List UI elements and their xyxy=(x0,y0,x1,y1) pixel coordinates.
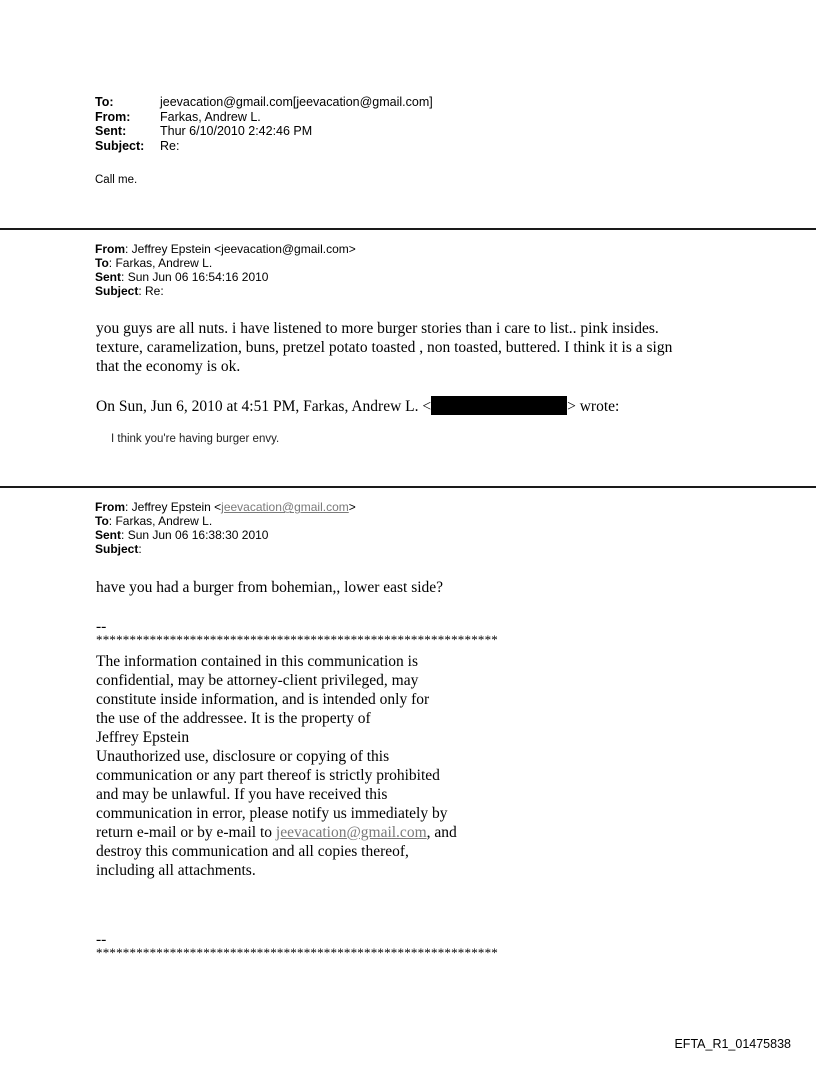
email1-to-row xyxy=(95,95,433,110)
email3-to-row: To: Farkas, Andrew L. xyxy=(95,514,213,528)
email2-quote: I think you're having burger envy. xyxy=(111,433,280,445)
disclaimer-email-suffix: , and xyxy=(426,824,457,841)
email3-from-row: From: Jeffrey Epstein <jeevacation@gmail.com> xyxy=(95,500,356,514)
email1-from: Farkas, Andrew L. xyxy=(160,109,261,124)
signature-dash: -- xyxy=(96,618,107,635)
sent-label: Sent xyxy=(95,270,122,284)
disclaimer-line: confidential, may be attorney-client privileged, may xyxy=(96,672,419,689)
email2-from-row: From: Jeffrey Epstein <jeevacation@gmail.com> xyxy=(95,242,356,256)
disclaimer-email-prefix: return e-mail or by e-mail to xyxy=(96,824,276,841)
email2-body-line: texture, caramelization, buns, pretzel potato toasted , non toasted, buttered. I think it is a sign xyxy=(96,339,673,356)
redaction-box xyxy=(431,396,567,415)
email1-subject-row xyxy=(95,139,433,154)
to-label: To xyxy=(95,256,109,270)
divider-1 xyxy=(0,228,816,230)
signature-dash-2: -- xyxy=(96,931,107,948)
signature-stars-2: ************************************************************ xyxy=(96,945,498,960)
subject-label: Subject xyxy=(95,542,139,556)
email3-sent: Sun Jun 06 16:38:30 2010 xyxy=(127,528,269,542)
email2-to-row: To: Farkas, Andrew L. xyxy=(95,256,213,270)
sent-label: Sent: xyxy=(95,124,127,138)
from-label: From xyxy=(95,242,125,256)
disclaimer-line: the use of the addressee. It is the property of xyxy=(96,710,371,727)
wrote-prefix: On Sun, Jun 6, 2010 at 4:51 PM, Farkas, Andrew L. < xyxy=(96,398,432,415)
disclaimer-line: communication or any part thereof is strictly prohibited xyxy=(96,767,440,784)
email3-from-name: Jeffrey Epstein < xyxy=(131,500,222,514)
disclaimer-line: destroy this communication and all copies thereof, xyxy=(96,843,409,860)
email1-from-row xyxy=(95,110,433,125)
subject-label: Subject xyxy=(95,284,139,298)
disclaimer-line: constitute inside information, and is intended only for xyxy=(96,691,430,708)
disclaimer-line: including all attachments. xyxy=(96,862,256,879)
from-label: From xyxy=(95,500,125,514)
email3-header xyxy=(95,500,356,556)
email3-sent-row: Sent: Sun Jun 06 16:38:30 2010 xyxy=(95,528,269,542)
email2-from: Jeffrey Epstein <jeevacation@gmail.com> xyxy=(131,242,356,256)
disclaimer-email-line xyxy=(96,823,457,842)
to-label: To: xyxy=(95,95,114,109)
email1-header xyxy=(95,95,433,153)
email2-body-line: you guys are all nuts. i have listened to more burger stories than i care to list.. pink insides. xyxy=(96,320,659,337)
email2-subject: Re: xyxy=(145,284,164,298)
email1-subject: Re: xyxy=(160,138,180,153)
email3-from-email-link[interactable]: jeevacation@gmail.com xyxy=(221,500,349,514)
email2-header xyxy=(95,242,356,298)
disclaimer xyxy=(96,652,457,880)
email2-sent-row: Sent: Sun Jun 06 16:54:16 2010 xyxy=(95,270,269,284)
email3-from-close: > xyxy=(348,500,356,514)
email2-to: Farkas, Andrew L. xyxy=(115,256,213,270)
email1-sent: Thur 6/10/2010 2:42:46 PM xyxy=(160,124,313,138)
email2-sent: Sun Jun 06 16:54:16 2010 xyxy=(127,270,269,284)
email3-subject-row: Subject: xyxy=(95,542,142,556)
disclaimer-line: Jeffrey Epstein xyxy=(96,729,190,746)
email3-body: have you had a burger from bohemian,, lower east side? xyxy=(96,579,444,596)
email2-wrote-line xyxy=(96,396,619,416)
email2-subject-row: Subject: Re: xyxy=(95,284,164,298)
from-label: From: xyxy=(95,109,131,124)
subject-label: Subject: xyxy=(95,138,145,153)
signature-stars: ************************************************************ xyxy=(96,632,498,647)
disclaimer-line: and may be unlawful. If you have received this xyxy=(96,786,388,803)
disclaimer-email-link[interactable]: jeevacation@gmail.com xyxy=(275,824,427,841)
email2-body xyxy=(96,319,672,376)
divider-2 xyxy=(0,486,816,488)
disclaimer-line: Unauthorized use, disclosure or copying of this xyxy=(96,748,390,765)
disclaimer-line: The information contained in this communication is xyxy=(96,653,418,670)
sent-label: Sent xyxy=(95,528,122,542)
disclaimer-line: communication in error, please notify us immediately by xyxy=(96,805,448,822)
email3-to: Farkas, Andrew L. xyxy=(115,514,213,528)
document-id: EFTA_R1_01475838 xyxy=(674,1037,791,1051)
email1-sent-row xyxy=(95,124,433,139)
email2-body-line: that the economy is ok. xyxy=(96,358,241,375)
to-label: To xyxy=(95,514,109,528)
email1-body: Call me. xyxy=(95,174,138,186)
email1-to: jeevacation@gmail.com[jeevacation@gmail.com] xyxy=(160,95,433,109)
wrote-suffix: > wrote: xyxy=(567,398,620,415)
